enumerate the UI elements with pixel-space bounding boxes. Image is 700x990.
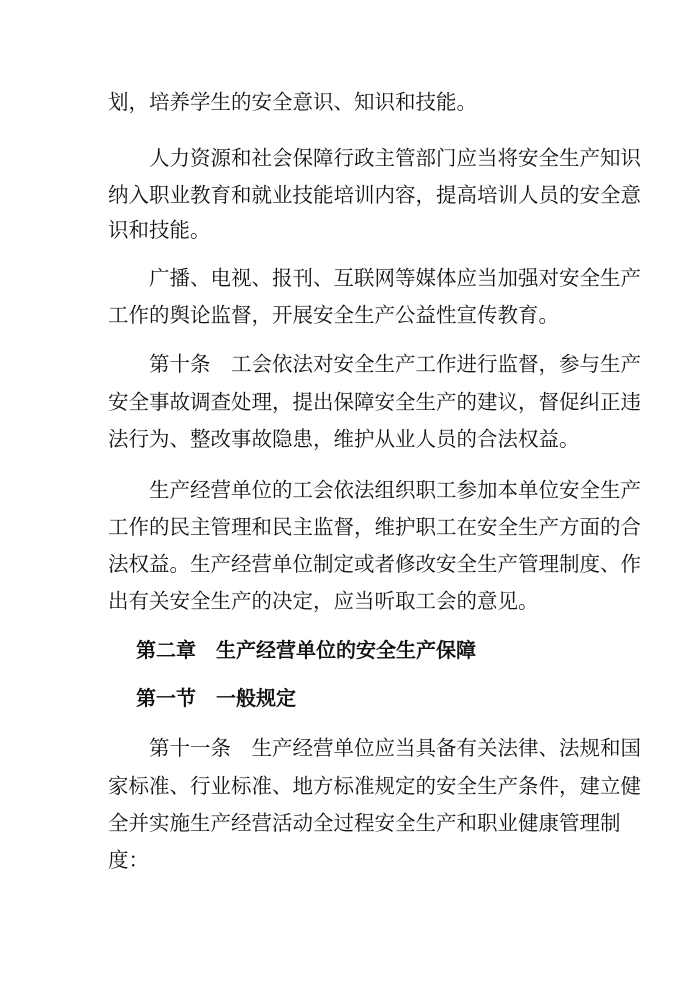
- paragraph-line: 识和技能。: [108, 218, 211, 242]
- paragraph-line: 第十一条 生产经营单位应当具备有关法律、法规和国: [108, 736, 641, 760]
- paragraph-line: 法权益。生产经营单位制定或者修改安全生产管理制度、作: [108, 552, 641, 576]
- paragraph-line: 工作的民主管理和民主监督，维护职工在安全生产方面的合: [108, 515, 641, 539]
- paragraph-line: 纳入职业教育和就业技能培训内容，提高培训人员的安全意: [108, 183, 641, 207]
- paragraph-line: 划，培养学生的安全意识、知识和技能。: [108, 90, 477, 114]
- paragraph-line: 安全事故调查处理，提出保障安全生产的建议，督促纠正违: [108, 390, 641, 414]
- chapter-heading: 第二章 生产经营单位的安全生产保障: [136, 638, 476, 662]
- paragraph-line: 全并实施生产经营活动全过程安全生产和职业健康管理制: [108, 811, 621, 835]
- paragraph-line: 出有关安全生产的决定，应当听取工会的意见。: [108, 589, 539, 613]
- paragraph-line: 家标准、行业标准、地方标准规定的安全生产条件，建立健: [108, 774, 641, 798]
- paragraph-line: 广播、电视、报刊、互联网等媒体应当加强对安全生产: [108, 266, 641, 290]
- paragraph-line: 第十条 工会依法对安全生产工作进行监督，参与生产: [108, 352, 641, 376]
- paragraph-line: 度：: [108, 848, 149, 872]
- paragraph-line: 法行为、整改事故隐患，维护从业人员的合法权益。: [108, 427, 580, 451]
- section-heading: 第一节 一般规定: [136, 686, 296, 710]
- paragraph-line: 工作的舆论监督，开展安全生产公益性宣传教育。: [108, 303, 559, 327]
- paragraph-line: 人力资源和社会保障行政主管部门应当将安全生产知识: [108, 146, 641, 170]
- paragraph-line: 生产经营单位的工会依法组织职工参加本单位安全生产: [108, 478, 641, 502]
